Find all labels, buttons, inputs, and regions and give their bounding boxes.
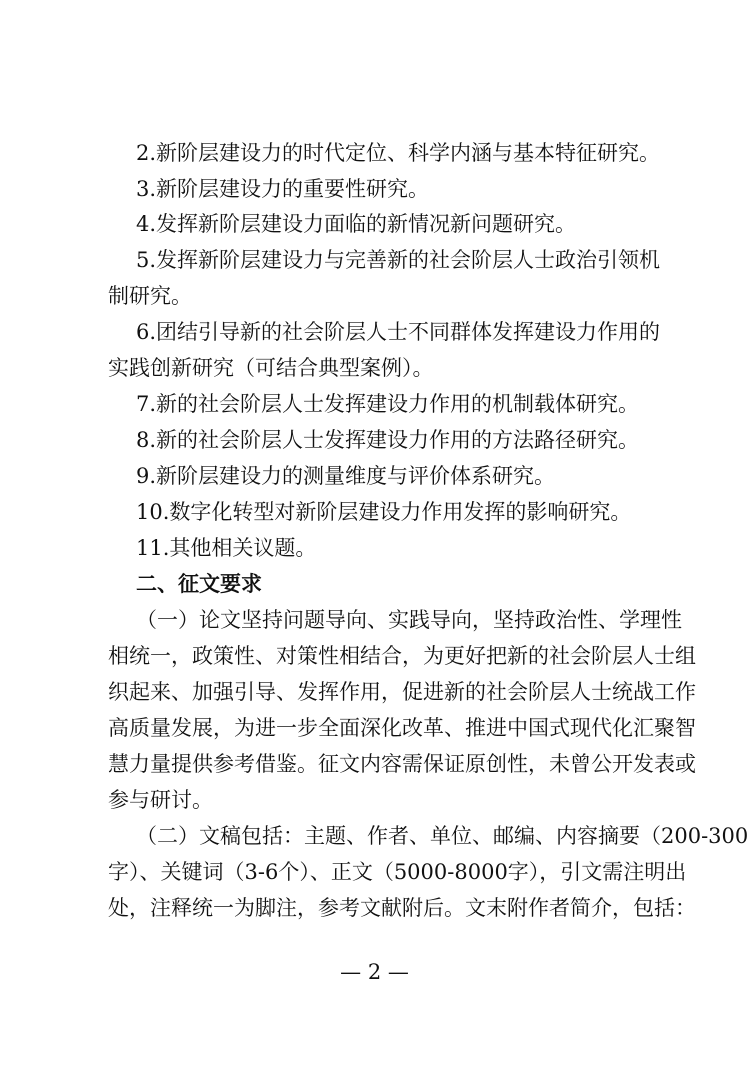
topic-item-2: 2.新阶层建设力的时代定位、科学内涵与基本特征研究。 xyxy=(136,141,661,165)
requirement-1-line-1: （一）论文坚持问题导向、实践导向，坚持政治性、学理性 xyxy=(136,608,682,632)
topic-item-6-line-2: 实践创新研究（可结合典型案例）。 xyxy=(108,356,434,380)
topic-item-3: 3.新阶层建设力的重要性研究。 xyxy=(136,177,430,201)
page-number: — 2 — xyxy=(340,960,409,984)
topic-item-6-line-1: 6.团结引导新的社会阶层人士不同群体发挥建设力作用的 xyxy=(136,320,661,344)
requirement-1-line-3: 织起来、加强引导、发挥作用，促进新的社会阶层人士统战工作 xyxy=(108,680,696,704)
topic-item-5-line-2: 制研究。 xyxy=(108,284,192,308)
topic-item-4: 4.发挥新阶层建设力面临的新情况新问题研究。 xyxy=(136,212,577,236)
requirement-2-line-2: 字）、关键词（3-6个）、正文（5000-8000字），引文需注明出 xyxy=(108,860,687,884)
section-heading: 二、征文要求 xyxy=(136,572,262,596)
topic-item-11: 11.其他相关议题。 xyxy=(136,536,317,560)
requirement-1-line-2: 相统一，政策性、对策性相结合，为更好把新的社会阶层人士组 xyxy=(108,644,696,668)
topic-item-7: 7.新的社会阶层人士发挥建设力作用的机制载体研究。 xyxy=(136,392,640,416)
requirement-2-line-3: 处，注释统一为脚注，参考文献附后。文末附作者简介，包括： xyxy=(108,896,696,920)
requirement-2-line-1: （二）文稿包括：主题、作者、单位、邮编、内容摘要（200-300 xyxy=(136,824,749,848)
requirement-1-line-4: 高质量发展，为进一步全面深化改革、推进中国式现代化汇聚智 xyxy=(108,716,696,740)
requirement-1-line-6: 参与研讨。 xyxy=(108,788,213,812)
topic-item-8: 8.新的社会阶层人士发挥建设力作用的方法路径研究。 xyxy=(136,428,640,452)
topic-item-9: 9.新阶层建设力的测量维度与评价体系研究。 xyxy=(136,464,556,488)
requirement-1-line-5: 慧力量提供参考借鉴。征文内容需保证原创性，未曾公开发表或 xyxy=(108,752,696,776)
topic-item-5-line-1: 5.发挥新阶层建设力与完善新的社会阶层人士政治引领机 xyxy=(136,248,661,272)
topic-item-10: 10.数字化转型对新阶层建设力作用发挥的影响研究。 xyxy=(136,500,632,524)
